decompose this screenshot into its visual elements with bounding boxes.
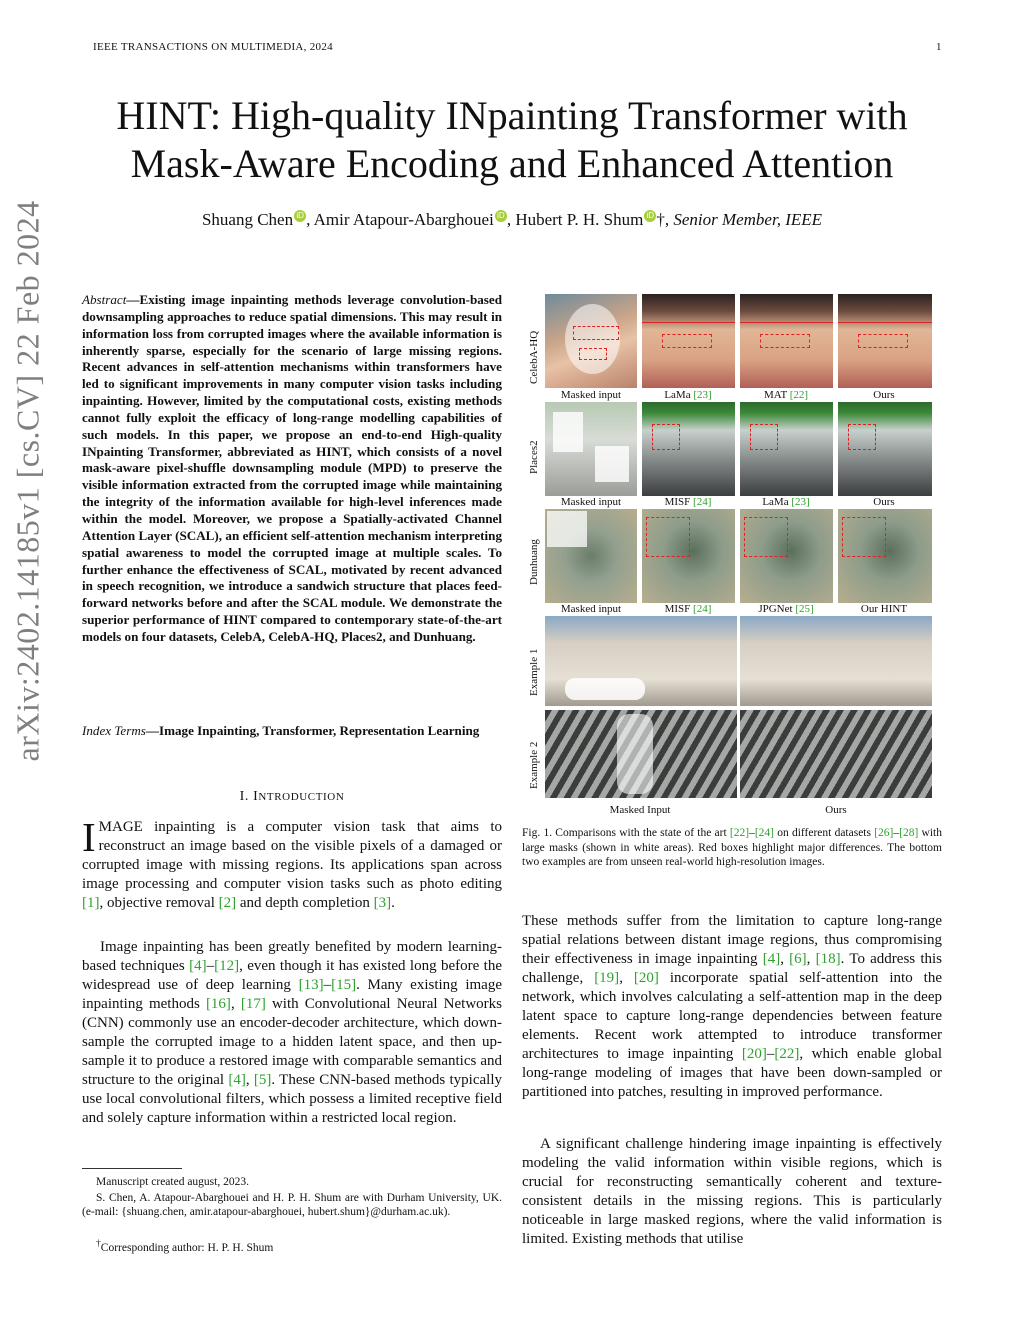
title-line-2: Mask-Aware Encoding and Enhanced Attention [130,141,894,186]
footnote-manuscript: Manuscript created august, 2023. [96,1176,249,1188]
author-2: , Amir Atapour-Abarghouei [306,210,494,229]
abstract-text: —Existing image inpainting methods leverage convolution-based downsampling approaches to reduce spatial dimensions. This may result in information loss from corrupted images where the available information is inherently sparse, especially for the scenario of large missing regions. Recent advances in self-attention mechanisms within transformers have led to significant improvements in many computer vision tasks including inpainting. However, limited by the computational costs, existing methods cannot fully exploit the efficacy of long-range modelling capabilities of such models. In this paper, we propose an end-to-end High-quality INpainting Transformer, abbreviated as HINT, which consists of a novel mask-aware pixel-shuffle downsampling module (MPD) to preserve the visible information extracted from the corrupted image while maintaining the integrity of the information available for high-level inferences made within the model. Moreover, we propose a Spatially-activated Channel Attention Layer (SCAL), an efficient self-attention mechanism interpreting spatial awareness to model the corrupted image at multiple scales. To further enhance the effectiveness of SCAL, motivated by recent advanced in speech recognition, we introduce a sandwich structure that places feed-forward networks before and after the SCAL module. We demonstrate the superior performance of HINT compared to contemporary state-of-the-art models on four datasets, CelebA, CelebA-HQ, Places2, and Dunhuang. [82,292,502,644]
places-misf-image [642,402,735,496]
dunhuang-ours-image [838,509,932,603]
celeba-ours-image [838,294,932,388]
citation-link[interactable]: [20] [633,970,659,986]
places-masked-image [545,402,637,496]
section-heading: I. INTRODUCTION [239,789,345,804]
orcid-icon[interactable]: iD [644,210,656,222]
footnote-affiliation: S. Chen, A. Atapour-Abarghouei and H. P. H. Shum are with Durham University, UK. (e-mail: {shuang.chen, amir.atapour-abarghouei, hubert.shum}@durham.ac.uk). [82,1192,502,1218]
red-highlight-box [579,348,607,360]
citation-link[interactable]: [4] [762,951,781,967]
dagger-mark: † [656,210,665,229]
red-highlight-box [750,424,778,450]
citation-link[interactable]: [17] [240,996,266,1012]
caption-misf: MISF [24] [664,603,712,615]
footnote-corresponding: †Corresponding author: H. P. H. Shum [96,1238,274,1254]
right-paragraph-1: These methods suffer from the limitation to capture long-range spatial relations between distant image regions, thus compromising their effectiveness in image inpainting [4], [6], [18]. To address this challenge, [19], [20] incorporate spatial self-attention into the network, which involves calculating a self-attention map in the deep latent space to capture long-range dependencies between feature elements. Recent work attempted to introduce transformer architectures to image inpainting [20]–[22], which enable global long-range modeling of images that have been down-sampled or partitioned into patches, resulting in improved performance. [522,913,943,1100]
citation-link[interactable]: [5] [253,1072,272,1088]
abstract-label: Abstract [82,292,127,307]
caption-masked-input: Masked input [560,496,622,508]
citation-link[interactable]: [1] [82,895,100,911]
citation-link[interactable]: [25] [795,603,814,615]
paper-title [60,92,964,188]
citation-link[interactable]: [3] [373,895,392,911]
caption-masked-input: Masked input [560,603,622,615]
celeba-mat-image [740,294,833,388]
footnote-rule [82,1168,182,1169]
orcid-icon[interactable]: iD [294,210,306,222]
row-label-dunhuang: Dunhuang [528,539,540,585]
author-3: , Hubert P. H. Shum [506,210,644,229]
caption-our-hint: Our HINT [860,603,908,615]
red-highlight-box [848,424,876,450]
figure-1 [520,292,940,814]
citation-link[interactable]: [18] [815,951,841,967]
caption-lama: LaMa [23] [762,496,810,508]
abstract [82,292,502,646]
page-number: 1 [936,41,942,53]
caption-misf: MISF [24] [664,496,712,508]
drop-cap: I [82,814,96,860]
red-highlight-box [652,424,680,450]
caption-jpgnet: JPGNet [25] [758,603,814,615]
citation-link[interactable]: [24] [693,496,712,508]
row-label-celeba: CelebA-HQ [528,330,540,384]
author-1: Shuang Chen [201,210,294,229]
citation-link[interactable]: [2] [218,895,237,911]
caption-ours: Ours [825,804,847,816]
caption-lama: LaMa [23] [664,389,712,401]
red-highlight-box [858,334,908,348]
author-list: Shuang Chen iD , Amir Atapour-Abarghouei iD , Hubert P. H. Shum iD †, Senior Member, IEEE [201,210,823,229]
index-terms-label: Index Terms [82,723,146,738]
citation-link[interactable]: [4] [228,1072,246,1088]
citation-link[interactable]: [22] [789,389,809,401]
dunhuang-misf-image [642,509,735,603]
citation-link[interactable]: [12] [214,958,240,974]
celeba-lama-image [642,294,735,388]
citation-link[interactable]: [23] [791,496,810,508]
citation-link[interactable]: [28] [899,827,919,839]
places-ours-image [838,402,932,496]
example2-ours-image [740,710,932,798]
index-terms-text: —Image Inpainting, Transformer, Representation Learning [145,723,480,738]
intro-paragraph-1: IMAGE inpainting is a computer vision task that aims to reconstruct an image based on the visible pixels of a damaged or corrupted image with missing regions. Its applications span across image processing and computer vision tasks such as photo editing [1], objective removal [2] and depth completion [3]. [82,814,502,911]
red-highlight-box [744,517,788,557]
red-highlight-box [662,334,712,348]
dunhuang-jpgnet-image [740,509,833,603]
citation-link[interactable]: [23] [693,389,712,401]
citation-link[interactable]: [15] [331,977,357,993]
red-highlight-box [760,334,810,348]
citation-link[interactable]: [24] [754,827,775,839]
index-terms [82,723,502,740]
red-highlight-box [646,517,690,557]
example2-masked-image [545,710,737,798]
right-paragraph-2: A significant challenge hindering image inpainting is effectively modeling the valid information within visible regions, which is crucial for reconstructing semantically coherent and texture-consistent details in the missing regions. This is particularly noticeable in large masked regions, where the valid information is limited. Existing methods that utilise [522,1136,942,1247]
author-membership: Senior Member, IEEE [673,210,823,229]
citation-link[interactable]: [19] [594,970,620,986]
caption-mat: MAT [22] [763,389,809,401]
caption-ours: Ours [873,496,895,508]
citation-link[interactable]: [26] [874,827,894,839]
citation-link[interactable]: [16] [205,996,231,1012]
red-highlight-box [842,517,886,557]
example1-ours-image [740,616,932,706]
caption-masked-input: Masked Input [609,804,671,816]
intro-paragraph-2: Image inpainting has been greatly benefited by modern learning-based techniques [4]–[12], even though it has existed long before the widespread use of deep learning [13]–[15]. Many existing image inpainting methods [16], [17] with Convolutional Neural Networks (CNN) commonly use an encoder-decoder architecture, which down-sample the corrupted image to a hidden latent space, and then up-sample it to produce a restored image with comparable semantics and structure to the original [4], [5]. These CNN-based methods typically use local convolutional filters, which possess a limited receptive field and solely capture information within a restricted local region. [82,939,502,1126]
citation-link[interactable]: [6] [789,951,807,967]
red-highlight-box [573,326,619,340]
orcid-icon[interactable]: iD [495,210,507,222]
figure-caption: Fig. 1. Comparisons with the state of the art [22]–[24] on different datasets [26]–[28] with large masks (shown in white areas). Red boxes highlight major differences. The bottom two examples are from unseen real-world high-resolution images. [522,827,942,868]
places-lama-image [740,402,833,496]
title-line-1: HINT: High-quality INpainting Transformer with [116,93,908,138]
row-label-example2: Example 2 [528,741,540,789]
celeba-masked-image [545,294,637,388]
citation-link[interactable]: [24] [693,603,712,615]
dunhuang-masked-image [545,509,637,603]
citation-link[interactable]: [20] [741,1046,767,1062]
example1-masked-image [545,616,737,706]
caption-ours: Ours [873,389,895,401]
citation-link[interactable]: [22] [729,827,750,839]
caption-masked-input: Masked input [560,389,622,401]
citation-link[interactable]: [4] [189,958,207,974]
journal-header: IEEE TRANSACTIONS ON MULTIMEDIA, 2024 [93,41,333,53]
citation-link[interactable]: [13] [298,977,324,993]
row-label-places2: Places2 [528,440,540,474]
row-label-example1: Example 1 [528,648,540,696]
arxiv-stamp: arXiv:2402.14185v1 [cs.CV] 22 Feb 2024 [9,200,46,762]
citation-link[interactable]: [22] [774,1046,800,1062]
